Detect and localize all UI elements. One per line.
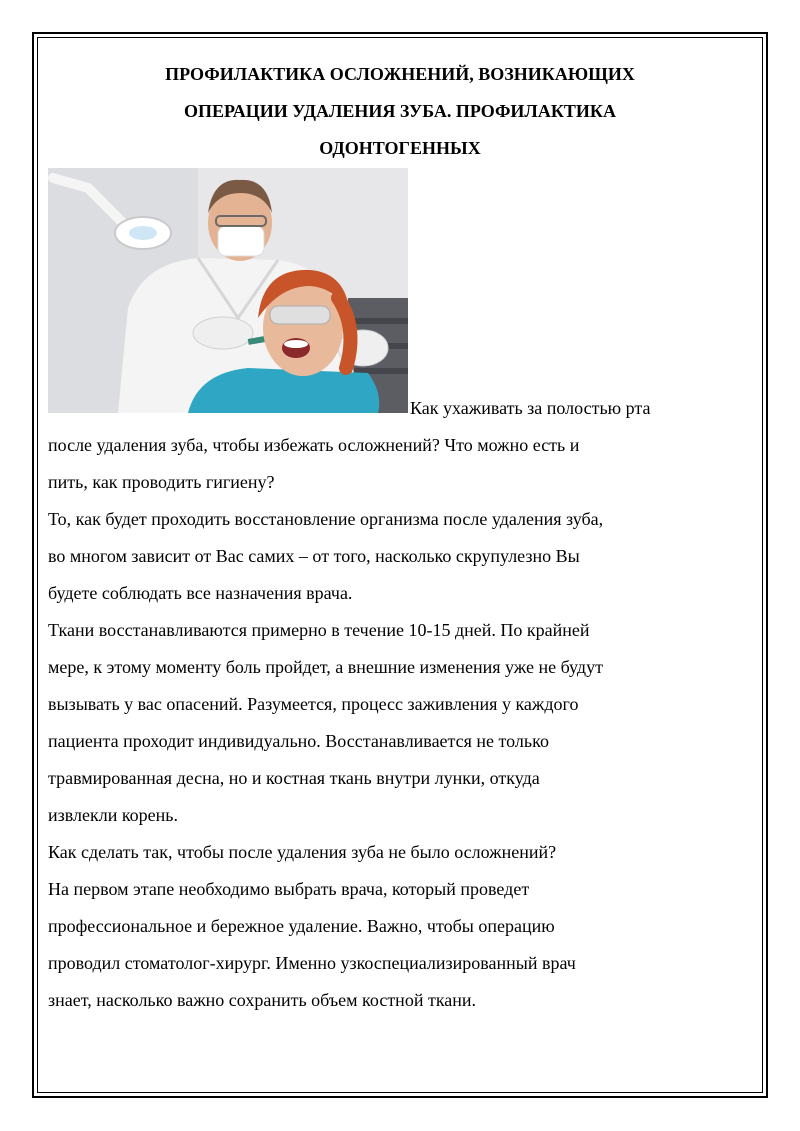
body-line: во многом зависит от Вас самих – от того, насколько скрупулезно Вы xyxy=(48,546,580,566)
body-line: пациента проходит индивидуально. Восстанавливается не только xyxy=(48,731,549,751)
body-line: Как сделать так, чтобы после удаления зуба не было осложнений? xyxy=(48,842,557,862)
body-line: будете соблюдать все назначения врача. xyxy=(48,583,353,603)
title-line-2: ОПЕРАЦИИ УДАЛЕНИЯ ЗУБА. ПРОФИЛАКТИКА xyxy=(184,101,616,121)
body-line: Ткани восстанавливаются примерно в течение 10-15 дней. По крайней xyxy=(48,620,590,640)
body-line: вызывать у вас опасений. Разумеется, процесс заживления у каждого xyxy=(48,694,579,714)
body-line: знает, насколько важно сохранить объем костной ткани. xyxy=(48,990,477,1010)
dentist-patient-illustration xyxy=(48,168,408,413)
body-line: Как ухаживать за полостью рта xyxy=(410,398,651,418)
body-line: То, как будет проходить восстановление организма после удаления зуба, xyxy=(48,509,604,529)
dentist-patient-photo xyxy=(48,168,408,413)
body-line: проводил стоматолог-хирург. Именно узкоспециализированный врач xyxy=(48,953,576,973)
body-line: после удаления зуба, чтобы избежать осложнений? Что можно есть и xyxy=(48,435,580,455)
title-line-1: ПРОФИЛАКТИКА ОСЛОЖНЕНИЙ, ВОЗНИКАЮЩИХ xyxy=(165,64,635,84)
body-line: На первом этапе необходимо выбрать врача, который проведет xyxy=(48,879,530,899)
body-line: профессиональное и бережное удаление. Важно, чтобы операцию xyxy=(48,916,555,936)
title-line-3: ОДОНТОГЕННЫХ xyxy=(319,138,481,158)
body-line: травмированная десна, но и костная ткань внутри лунки, откуда xyxy=(48,768,540,788)
body-line: извлекли корень. xyxy=(48,805,178,825)
article-body xyxy=(48,390,748,1019)
body-line: пить, как проводить гигиену? xyxy=(48,472,275,492)
document-title xyxy=(70,56,730,167)
body-line: мере, к этому моменту боль пройдет, а внешние изменения уже не будут xyxy=(48,657,603,677)
